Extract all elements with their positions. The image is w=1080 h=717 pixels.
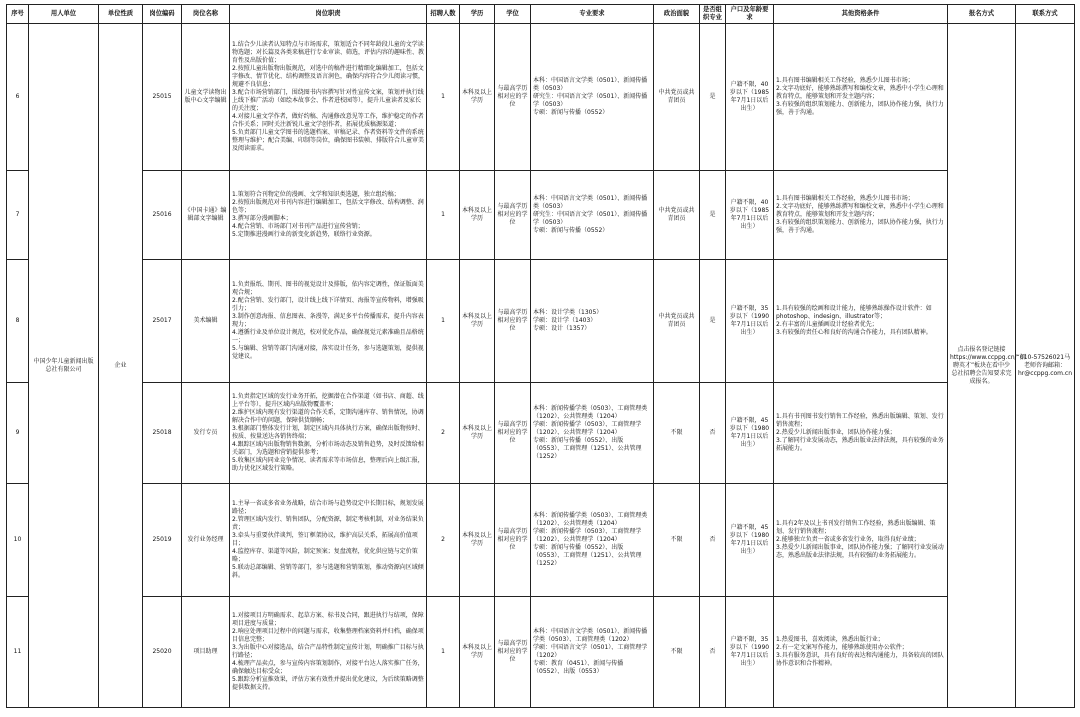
cell-cross: 是 <box>700 24 726 171</box>
cell-edu: 本科及以上学历 <box>460 597 495 708</box>
cell-duty: 1.结合少儿读者认知特点与市场需求，策划适合不同年龄段儿童的文学读物选题；对长篇及各类来稿进行专业审读、筛选，评估内容的趣味性、教育性及出版价值； 2.按照儿童出版物出版规范，对选中的稿件进行精细化编辑加工，包括文字修改、情节优化、结构调整及语言润色，确保内容符合少儿阅读习惯，规避不良信息； 3.配合市场营销部门，围绕图书内容撰写针对性宣传文案，策划并执行线上线下推广活动（如绘本故事会、作者进校园等），提升儿童读者及家长的关注度； 4.对接儿童文学作者，做好约稿、沟通修改意见等工作，维护稳定的作者合作关系；同时关注新锐儿童文学创作者，拓展优质稿源渠道； 5.负责部门儿童文学图书的选题档案、审稿记录、作者资料等文件的系统整理与维护；配合美编、印制等岗位，确保图书装帧、排版符合儿童审美及阅读需求。 <box>230 24 427 171</box>
cell-age: 户籍不限，45岁以下（1980年7月1日以后出生） <box>726 383 774 484</box>
cell-degree: 与最高学历相对应的学位 <box>495 171 531 260</box>
cell-duty: 1.负责指定区域的发行业务开拓，挖掘潜在合作渠道（如书店、商超、线上平台等），提升区域内出版物覆盖率； 2.维护区域内现有发行渠道的合作关系，定期沟通库存、销售情况，协调解决合作中的问题，保障供货顺畅； 3.根据部门整体发行计划，制定区域内具体执行方案，确保出版物按时、按质、按量送达各销售终端； 4.跟踪区域内出版物销售数据，分析市场动态及销售趋势，及时反馈给相关部门，为选题和营销提供参考； 5.收集区域内同业竞争情况、读者需求等市场信息，整理后向上级汇报，助力优化区域发行策略。 <box>230 383 427 484</box>
cell-cross: 是 <box>700 260 726 383</box>
cell-other: 1.具有较强的绘画和设计能力，能够熟练操作设计软件：如photoshop、indesign、illustrator等； 2.有丰富的儿童插画设计经验者优先； 3.有较强的责任心和良好的沟通合作能力，具有团队精神。 <box>774 260 948 383</box>
cell-unit: 中国少年儿童新闻出版总社有限公司 <box>29 24 99 708</box>
cell-edu: 本科及以上学历 <box>460 260 495 383</box>
cell-count: 1 <box>427 24 460 171</box>
cell-politics: 中共党员或共青团员 <box>654 24 700 171</box>
header-contact: 联系方式 <box>1016 5 1075 24</box>
table-row <box>7 597 1075 708</box>
cell-cross: 否 <box>700 484 726 597</box>
cell-politics: 不限 <box>654 383 700 484</box>
header-cross: 是否组织专业 <box>700 5 726 24</box>
cell-post: 发行业务经理 <box>182 484 230 597</box>
cell-degree: 与最高学历相对应的学位 <box>495 24 531 171</box>
table-row <box>7 171 1075 260</box>
cell-count: 1 <box>427 260 460 383</box>
cell-code: 25015 <box>143 24 182 171</box>
cell-cross: 是 <box>700 171 726 260</box>
header-apply: 报名方式 <box>948 5 1016 24</box>
cell-major: 本科：设计学类（1305） 学硕：设计学（1403） 专硕：设计（1357） <box>531 260 654 383</box>
cell-post: 儿童文学读物出版中心文字编辑 <box>182 24 230 171</box>
cell-duty: 1.对接项目方明确需求、起草方案、标书及合同，跟进执行与结项，保障项目进度与质量； 2.响应处理项目过程中的问题与需求，收集整理档案资料并归档，确保项目信息完整； 3.为出版中心对接选品，结合产品特性制定宣传计划，明确推广目标与执行路径； 4.梳理产品卖点，参与宣传内容策划制作，对接平台达人落实推广任务，确保触达目标受众； 5.跟踪分析宣推效果，评估方案有效性并提出优化建议，为后续策略调整提供数据支持。 <box>230 597 427 708</box>
cell-seq: 9 <box>7 383 29 484</box>
cell-politics: 不限 <box>654 597 700 708</box>
cell-code: 25019 <box>143 484 182 597</box>
cell-age: 户籍不限，35岁以下（1990年7月1日以后出生） <box>726 597 774 708</box>
cell-politics: 中共党员或共青团员 <box>654 260 700 383</box>
cell-post: 发行专员 <box>182 383 230 484</box>
header-politics: 政治面貌 <box>654 5 700 24</box>
header-nature: 单位性质 <box>99 5 143 24</box>
header-major: 专业要求 <box>531 5 654 24</box>
cell-code: 25016 <box>143 171 182 260</box>
cell-degree: 与最高学历相对应的学位 <box>495 383 531 484</box>
cell-cross: 否 <box>700 597 726 708</box>
header-unit: 用人单位 <box>29 5 99 24</box>
cell-edu: 本科及以上学历 <box>460 171 495 260</box>
cell-cross: 否 <box>700 383 726 484</box>
recruitment-table <box>6 4 1075 708</box>
cell-major: 本科：新闻传播学类（0503）、工商管理类（1202）、公共管理类（1204） 学硕：新闻传播学（0503）、工商管理学（1202）、公共管理学（1204） 专硕：新闻与传播（0552）、出版（0553）、工商管理（1251）、公共管理（1252） <box>531 383 654 484</box>
header-age: 户口及年龄要求 <box>726 5 774 24</box>
header-row <box>7 5 1075 24</box>
header-count: 招聘人数 <box>427 5 460 24</box>
cell-duty: 1.负责报纸、期刊、图书的视觉设计及排版，依内容定调性，保证版面美观合规； 2.配合营销、发行部门，设计线上线下详情页、海报等宣传物料，增强吸引力； 3.制作创意海报、信息图表、条漫等，满足多平台传播需求，提升内容表现力； 4.遵循行业及单位设计规范，校对优化作品，确保视觉元素准确且品格统一； 5.与编辑、营销等部门沟通对接，落实设计任务，参与选题策划，提供视觉建议。 <box>230 260 427 383</box>
cell-edu: 本科及以上学历 <box>460 383 495 484</box>
header-seq: 序号 <box>7 5 29 24</box>
header-code: 岗位编码 <box>143 5 182 24</box>
cell-other: 1.具有图书编辑相关工作经验，熟悉少儿图书市场； 2.文字功底好，能够熟练撰写和编校文章，熟悉中小学生心理和教育特点，能够策划和开发主题内容； 3.有较强的组织策划能力、创新能力，团队协作能力强，执行力强，善于沟通。 <box>774 171 948 260</box>
header-edu: 学历 <box>460 5 495 24</box>
table-row <box>7 484 1075 597</box>
cell-duty: 1.主导一省或多省业务战略，结合市场与趋势设定中长期目标，规划发展路径； 2.管理区域内发行、销售团队，分配资源，制定考核机制，对业务结果负责； 3.牵头与重要伙伴谈判，签订框架协议，维护高层关系，拓展高价值项目； 4.监控库存、渠道等风险，制定预案；复盘流程，优化供应链与定价策略； 5.联动总部编辑、营销等部门，参与选题和营销策划，推动资源向区域倾斜。 <box>230 484 427 597</box>
cell-degree: 与最高学历相对应的学位 <box>495 597 531 708</box>
cell-seq: 11 <box>7 597 29 708</box>
cell-nature: 企业 <box>99 24 143 708</box>
cell-seq: 10 <box>7 484 29 597</box>
header-duty: 岗位职责 <box>230 5 427 24</box>
cell-other: 1.具有2年及以上书刊发行销售工作经验，熟悉出版编辑、策划、发行销售流程； 2.能够独立负责一省或多省发行业务，取得良好业绩； 3.热爱少儿新闻出版事业，团队协作能力强；了解同行业发展动态，熟悉出版业法律法规，具有较强的业务拓展能力。 <box>774 484 948 597</box>
cell-major: 本科：中国语言文学类（0501）、新闻传播学类（0503）、工商管理类（1202） 学硕：中国语言文学（0501）、工商管理学（1202） 专硕：教育（0451）、新闻与传播（0552）、出版（0553） <box>531 597 654 708</box>
cell-other: 1.具有书刊图书发行销售工作经验，熟悉出版编辑、策划、发行销售流程； 2.热爱少儿新闻出版事业，团队协作能力强； 3.了解同行业发展动态，熟悉出版业法律法规，具有较强的业务拓展能力。 <box>774 383 948 484</box>
cell-seq: 6 <box>7 24 29 171</box>
table-row <box>7 383 1075 484</box>
cell-duty: 1.策划符合刊物定位的漫画、文学和知识类选题，独立组约稿； 2.按照出版规范对书刊内容进行编辑加工，包括文字修改、结构调整、润色等； 3.撰写部分漫画脚本； 4.配合营销、市场部门对书刊产品进行宣传营销； 5.定期推进漫画行业的新变化新趋势，联络行业资源。 <box>230 171 427 260</box>
cell-code: 25018 <box>143 383 182 484</box>
cell-code: 25017 <box>143 260 182 383</box>
cell-politics: 不限 <box>654 484 700 597</box>
cell-apply: 点击报名登记链接https://www.ccppg.cn/“招聘英才”板块在看中少总社招聘会告知要求完成报名。 <box>948 24 1016 708</box>
header-degree: 学位 <box>495 5 531 24</box>
cell-count: 1 <box>427 171 460 260</box>
cell-count: 1 <box>427 597 460 708</box>
cell-post: 项目助理 <box>182 597 230 708</box>
cell-count: 2 <box>427 383 460 484</box>
header-post: 岗位名称 <box>182 5 230 24</box>
cell-age: 户籍不限，45岁以下（1980年7月1日以后出生） <box>726 484 774 597</box>
cell-politics: 中共党员或共青团员 <box>654 171 700 260</box>
header-other: 其他资格条件 <box>774 5 948 24</box>
cell-edu: 本科及以上学历 <box>460 484 495 597</box>
cell-post: 美术编辑 <box>182 260 230 383</box>
cell-degree: 与最高学历相对应的学位 <box>495 260 531 383</box>
cell-major: 本科：中国语言文学类（0501）、新闻传播类（0503） 研究生：中国语言文学（0501）、新闻传播学（0503） 专硕：新闻与传播（0552） <box>531 24 654 171</box>
cell-major: 本科：中国语言文学类（0501）、新闻传播类（0503） 研究生：中国语言文学（0501）、新闻传播学（0503） 专硕：新闻与传播（0552） <box>531 171 654 260</box>
cell-age: 户籍不限，40岁以下（1985年7月1日以后出生） <box>726 24 774 171</box>
table-row <box>7 24 1075 171</box>
cell-age: 户籍不限，40岁以下（1985年7月1日以后出生） <box>726 171 774 260</box>
cell-other: 1.具有图书编辑相关工作经验，熟悉少儿图书市场； 2.文字功底好，能够熟练撰写和编校文章，熟悉中小学生心理和教育特点，能够策划和开发主题内容； 3.有较强的组织策划能力、创新能力，团队协作能力强，执行力强，善于沟通。 <box>774 24 948 171</box>
cell-degree: 与最高学历相对应的学位 <box>495 484 531 597</box>
cell-major: 本科：新闻传播学类（0503）、工商管理类（1202）、公共管理类（1204） 学硕：新闻传播学（0503）、工商管理学（1202）、公共管理学（1204） 专硕：新闻与传播（0552）、出版（0553）、工商管理（1251）、公共管理（1252） <box>531 484 654 597</box>
cell-seq: 7 <box>7 171 29 260</box>
cell-contact: 010-57526021马老师咨询邮箱：hr@ccppg.com.cn <box>1016 24 1075 708</box>
cell-post: 《中国卡通》编辑部文字编辑 <box>182 171 230 260</box>
cell-code: 25020 <box>143 597 182 708</box>
cell-other: 1.热爱图书，喜欢阅读，熟悉出版行业； 2.有一定文案写作能力，能够熟练使用办公软件； 3.具有服务意识，具有良好的表达和沟通能力，具备较高的团队协作意识和合作精神。 <box>774 597 948 708</box>
cell-edu: 本科及以上学历 <box>460 24 495 171</box>
cell-seq: 8 <box>7 260 29 383</box>
cell-count: 2 <box>427 484 460 597</box>
table-row <box>7 260 1075 383</box>
cell-age: 户籍不限，35岁以下（1990年7月1日以后出生） <box>726 260 774 383</box>
